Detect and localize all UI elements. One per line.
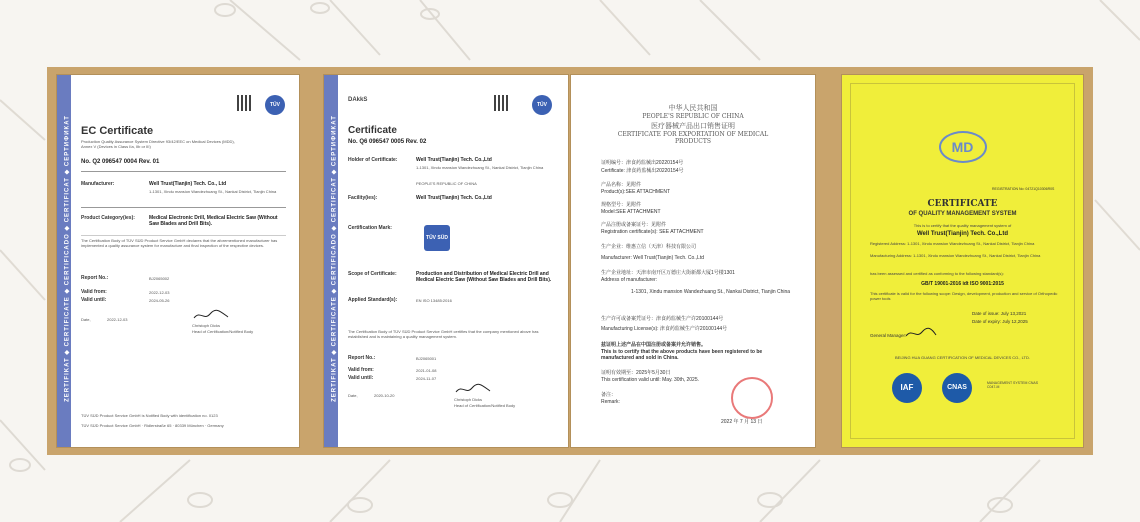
remark-en: Remark:: [601, 399, 620, 405]
holder-value: Well Trust(Tianjin) Tech. Co.,Ltd: [416, 157, 492, 163]
cert-address-footer: TÜV SÜD Product Service GmbH · Ridlerstraße 65 · 80339 München · Germany: [81, 423, 224, 428]
model-en: Model:SEE ATTACHMENT: [601, 209, 661, 215]
report-value: BJ2065001: [416, 356, 437, 361]
report-value: BJ2065002: [149, 276, 170, 281]
mark-label: Certification Mark:: [348, 225, 392, 231]
tuv-logo-icon: TÜV SÜD: [532, 95, 552, 115]
signatory-role: Head of Certification/Notified Body: [454, 403, 516, 408]
product-value: Medical Electronic Drill, Medical Electric Saw (Without Saw Blades and Drill Bits).: [149, 215, 278, 228]
reg-cn: 产品注册或备案证号：见附件: [601, 222, 667, 228]
tuv-logo-icon: TÜV SÜD: [265, 95, 285, 115]
dakks-logo: DAkkS: [348, 97, 368, 103]
report-label: Report No.:: [348, 355, 376, 361]
cert-subtitle: OF QUALITY MANAGEMENT SYSTEM: [908, 211, 1017, 217]
certification-mark-icon: TÜV SÜD: [424, 225, 450, 251]
cert-title: Certificate: [348, 125, 397, 136]
valid-until-value: 2024-05-26: [149, 298, 170, 303]
holder-address: 1-1301, Xindu mansion Wandezhuang St., Nankai District, Tianjin China: [416, 165, 544, 170]
report-label: Report No.:: [81, 275, 109, 281]
license-en: Manufacturing License(s): 津食药监械生产许20100144号: [601, 326, 728, 332]
cert-title: EC Certificate: [81, 125, 154, 137]
certificate-frame: [47, 67, 1093, 455]
issue-date: 2022 年 7 月 13 日: [721, 419, 763, 425]
valid-until-label: Valid until:: [348, 375, 374, 381]
cert-no-cn: 证明编号：津食药监械出20220154号: [601, 160, 684, 166]
qms-certificate: [842, 75, 1083, 447]
product-en: Product(s):SEE ATTACHMENT: [601, 189, 670, 195]
certificate-band: ZERTIFIKAT ◆ CERTIFICATE ◆ CERTIFICADO ◆ CERTIFICAT ◆ СЕРТИФИКАТ: [324, 75, 338, 447]
mfr-cn: 生产企业：维惠立信（天津）科技有限公司: [601, 244, 697, 250]
title-en: CERTIFICATE FOR EXPORTATION OF MEDICAL PRODUCTS: [617, 131, 769, 145]
scope-value: Production and Distribution of Medical Electric Drill and Medical Electric Saw (Without Saw Blades and Drill Bits).: [416, 271, 552, 284]
cert-no-en: Certificate: 津食药监械出20220154号: [601, 168, 684, 174]
model-cn: 规格型号：见附件: [601, 202, 642, 208]
cnas-subtitle: MANAGEMENT SYSTEM CNAS C047-M: [987, 381, 1039, 390]
statement-en: This is to certify that the above products have been registered to be manufactured and sold in China.: [601, 349, 763, 361]
conformity-text: has been assessed and certified as conforming to the following standard(s):: [870, 271, 1004, 276]
cert-number: No. Q2 096547 0004 Rev. 01: [81, 159, 160, 165]
registration-number: REGISTRATION No: 04721Q10306R0S: [992, 187, 1055, 191]
cert-number: No. Q6 096547 0005 Rev. 02: [348, 139, 427, 145]
valid-from-value: 2021-01-08: [416, 368, 437, 373]
cert-title: CERTIFICATE: [927, 199, 998, 209]
reg-en: Registration certificate(s): SEE ATTACHMENT: [601, 229, 704, 235]
company-name: Well Trust(Tianjin) Tech. Co.,Ltd: [916, 231, 1008, 237]
header-en: PEOPLE'S REPUBLIC OF CHINA: [642, 113, 744, 120]
cert-body-text: The Certification Body of TÜV SÜD Product Service GmbH declares that the aforementioned manufacturer has implemented a quality assurance system for manufacture and final inspection of the respective devices.: [81, 235, 286, 266]
valid-cn: 证明有效期至：2025年5月30日: [601, 370, 671, 376]
certificate-band: ZERTIFIKAT ◆ CERTIFICATE ◆ CERTIFICADO ◆ CERTIFICAT ◆ СЕРТИФИКАТ: [57, 75, 71, 447]
valid-until-value: 2024-11-07: [416, 376, 437, 381]
signatory-name: Christoph Dicks: [192, 323, 221, 328]
standards-value: EN ISO 13485:2016: [416, 298, 452, 303]
md-logo-icon: MD: [842, 131, 1083, 163]
addr-en: 1-1301, Xindu mansion Wandezhuang St., Nankai District, Tianjin China: [631, 289, 791, 295]
gm-label: General Manager:: [870, 333, 907, 338]
valid-until-label: Valid until:: [81, 297, 107, 303]
date-label: Date,: [81, 317, 91, 322]
valid-from-value: 2022-12-03: [149, 290, 170, 295]
cert-footer: TÜV SÜD Product Service GmbH is Notified Body with identification no. 0123: [81, 413, 218, 418]
manufacturing-address: Manufacturing Address: 1-1301, Xindu mansion Wandezhuang St., Nankai District, Tianjin China: [870, 253, 1041, 258]
holder-country: PEOPLE'S REPUBLIC OF CHINA: [416, 181, 477, 186]
ec-certificate: [57, 75, 299, 447]
manufacturer-value: Well Trust(Tianjin) Tech. Co., Ltd: [149, 181, 227, 187]
scope-label: Scope of Certificate:: [348, 271, 397, 277]
registered-address: Registered Address: 1-1301, Xindu mansion Wandezhuang St., Nankai District, Tianjin China: [870, 241, 1035, 246]
manufacturer-label: Manufacturer:: [81, 181, 115, 187]
standard: GB/T 19001-2016 idt ISO 9001:2015: [921, 281, 1004, 287]
cert-body-text: The Certification Body of TÜV SÜD Product Service GmbH certifies that the company mentioned above has established and is maintaining a quality management system.: [348, 329, 539, 339]
manufacturer-address: 1-1301, Xindu mansion Wandezhuang St., Nankai District, Tianjin China: [149, 189, 277, 194]
qr-code-icon: [237, 95, 253, 111]
addr-cn: 生产企业地址：天津市南开区万德庄大街新都大厦1号楼1301: [601, 270, 735, 276]
facility-label: Facility(ies):: [348, 195, 378, 201]
export-certificate: [571, 75, 815, 447]
expiry-date: Date of expiry: July 12,2025: [972, 319, 1028, 324]
date-value: 2020-10-20: [374, 393, 395, 398]
signature-icon: [904, 327, 938, 339]
signatory-name: Christoph Dicks: [454, 397, 483, 402]
signatory-role: Head of Certification/Notified Body: [192, 329, 254, 334]
cnas-logo-icon: CNAS: [942, 373, 972, 403]
valid-en: This certification valid until: May. 30th, 2025.: [601, 377, 700, 383]
holder-label: Holder of Certificate:: [348, 157, 398, 163]
remark-cn: 备注：: [601, 392, 617, 398]
issuer: BEIJING HUA GUANG CERTIFICATION OF MEDICAL DEVICES CO., LTD.: [895, 355, 1030, 360]
product-cn: 产品名称：见附件: [601, 182, 642, 188]
cert-subtitle: Production Quality Assurance System Directive 93/42/EEC on Medical Devices (MDD), Annex V (Devices in Class IIa, IIb or III): [81, 139, 235, 149]
date-value: 2022-12-03: [107, 317, 128, 322]
iso-certificate: [324, 75, 568, 447]
statement-cn: 兹证明上述产品在中国注册或备案并允许销售。: [601, 342, 707, 348]
signature-icon: [192, 309, 232, 321]
date-label: Date,: [348, 393, 358, 398]
valid-from-label: Valid from:: [348, 367, 374, 373]
scope-text: This certificate is valid for the following scope: Design, development, production and service of Orthopedic power tools: [870, 291, 1058, 301]
standards-label: Applied Standard(s):: [348, 297, 398, 303]
qr-code-icon: [494, 95, 510, 111]
license-cn: 生产许可或备案凭证号：津食药监械生产许20100144号: [601, 316, 724, 322]
header-cn: 中华人民共和国: [668, 104, 718, 112]
title-cn: 医疗器械产品出口销售证明: [651, 122, 735, 130]
signature-icon: [454, 383, 494, 395]
intro-text: This is to certify that the quality management system of: [913, 223, 1012, 228]
valid-from-label: Valid from:: [81, 289, 107, 295]
iaf-logo-icon: IAF: [892, 373, 922, 403]
issue-date: Date of issue: July 13,2021: [972, 311, 1027, 316]
facility-value: Well Trust(Tianjin) Tech. Co.,Ltd: [416, 195, 492, 201]
product-label: Product Category(ies):: [81, 215, 135, 221]
mfr-en: Manufacturer: Well Trust(Tianjin) Tech. Co.,Ltd: [601, 255, 705, 261]
addr-en-label: Address of manufacturer:: [601, 277, 658, 283]
red-seal-icon: [731, 377, 773, 419]
